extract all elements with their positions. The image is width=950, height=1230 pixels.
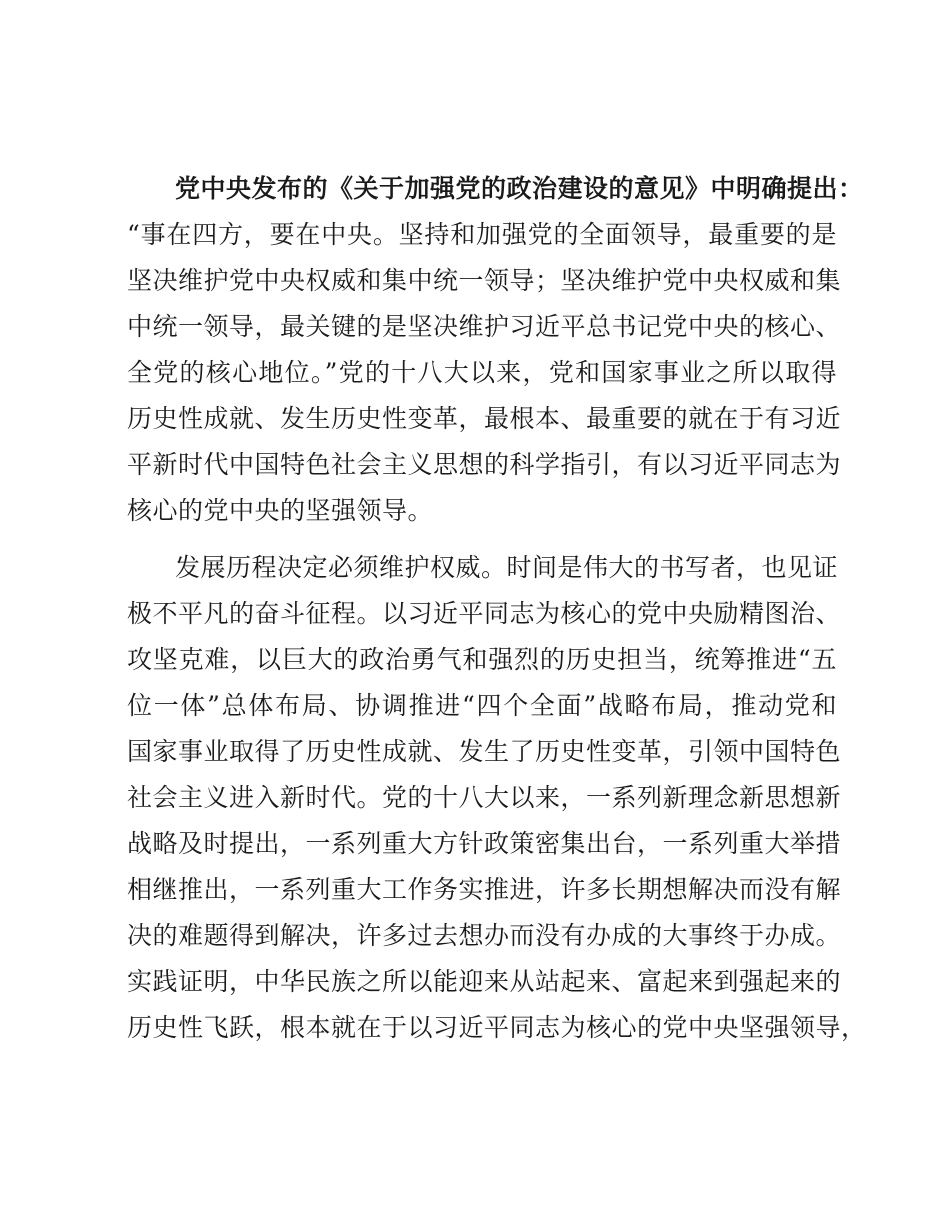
paragraph-1-line-8: 核心的党中央的坚强领导。 — [127, 496, 434, 525]
paragraph-1-line-2: “事在四方，要在中央。坚持和加强党的全面领导，最重要的是 — [127, 220, 837, 249]
paragraph-2-line-2: 极不平凡的奋斗征程。以习近平同志为核心的党中央励精图治、 — [127, 599, 842, 628]
paragraph-1-line-5: 全党的核心地位。”党的十八大以来，党和国家事业之所以取得 — [127, 358, 837, 387]
paragraph-2-line-8: 相继推出，一系列重大工作务实推进，许多长期想解决而没有解 — [127, 875, 842, 904]
paragraph-1-line-7: 平新时代中国特色社会主义思想的科学指引，有以习近平同志为 — [127, 450, 842, 479]
paragraph-1-line-3: 坚决维护党中央权威和集中统一领导；坚决维护党中央权威和集 — [127, 266, 842, 295]
paragraph-2-line-1: 发展历程决定必须维护权威。时间是伟大的书写者，也见证 — [175, 553, 839, 582]
paragraph-1-line-6: 历史性成就、发生历史性变革，最根本、最重要的就在于有习近 — [127, 404, 842, 433]
paragraph-1-line-1: 党中央发布的《关于加强党的政治建设的意见》中明确提出： — [175, 174, 864, 203]
paragraph-2-line-5: 国家事业取得了历史性成就、发生了历史性变革，引领中国特色 — [127, 737, 842, 766]
paragraph-1-line-4: 中统一领导，最关键的是坚决维护习近平总书记党中央的核心、 — [127, 312, 842, 341]
paragraph-2-line-6: 社会主义进入新时代。党的十八大以来，一系列新理念新思想新 — [127, 783, 842, 812]
paragraph-2-line-10: 实践证明，中华民族之所以能迎来从站起来、富起来到强起来的 — [127, 967, 842, 996]
paragraph-2-line-9: 决的难题得到解决，许多过去想办而没有办成的大事终于办成。 — [127, 921, 842, 950]
paragraph-2-line-4: 位一体”总体布局、协调推进“四个全面”战略布局，推动党和 — [127, 691, 837, 720]
paragraph-2-line-7: 战略及时提出，一系列重大方针政策密集出台，一系列重大举措 — [127, 829, 842, 858]
paragraph-2-line-11: 历史性飞跃，根本就在于以习近平同志为核心的党中央坚强领导， — [127, 1013, 867, 1042]
paragraph-2-line-3: 攻坚克难，以巨大的政治勇气和强烈的历史担当，统筹推进“五 — [127, 645, 837, 674]
